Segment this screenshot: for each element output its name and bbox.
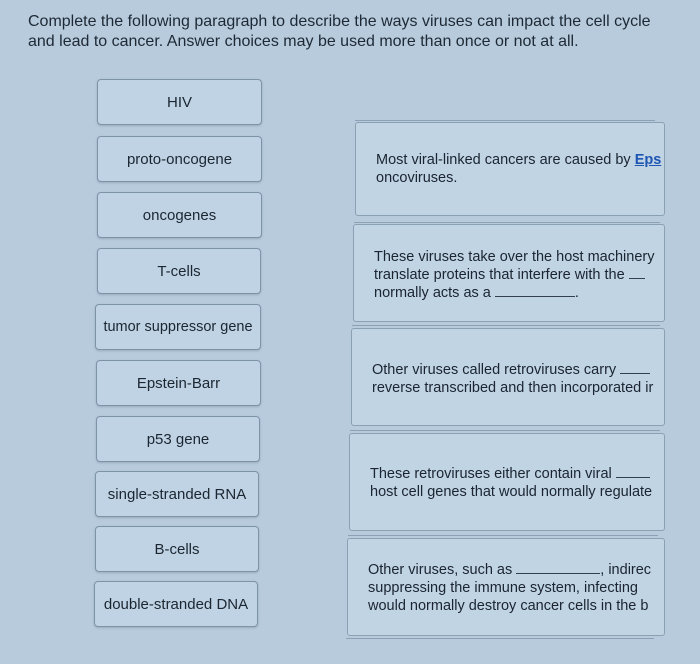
blank-slot[interactable] — [620, 361, 650, 374]
target-2-line-2: translate proteins that interfere with the — [374, 266, 664, 284]
choice-tumor-suppressor-gene[interactable]: tumor suppressor gene — [95, 304, 261, 350]
choice-epstein-barr[interactable]: Epstein-Barr — [96, 360, 261, 406]
choice-hiv[interactable]: HIV — [97, 79, 262, 125]
drop-target-3[interactable] — [351, 328, 665, 426]
choice-t-cells[interactable]: T-cells — [97, 248, 261, 294]
target-5-line-2: suppressing the immune system, infecting — [368, 580, 638, 596]
divider — [348, 535, 658, 536]
choice-oncogenes[interactable]: oncogenes — [97, 192, 262, 238]
drop-target-2[interactable] — [353, 224, 665, 322]
divider — [346, 638, 654, 639]
target-1-line-1: Most viral-linked cancers are caused by Eps — [376, 152, 662, 168]
target-4-line-1: These retroviruses either contain viral — [370, 465, 664, 483]
target-5-line-3: would normally destroy cancer cells in the b — [368, 598, 649, 614]
choice-double-stranded-dna[interactable]: double-stranded DNA — [94, 581, 258, 627]
blank-slot[interactable] — [516, 561, 600, 574]
target-2-line-1: These viruses take over the host machinery — [374, 249, 655, 265]
choice-p53-gene[interactable]: p53 gene — [96, 416, 260, 462]
target-5-line-1: Other viruses, such as , indirec — [368, 562, 652, 578]
blank-slot[interactable] — [629, 266, 645, 279]
choice-b-cells[interactable]: B-cells — [95, 526, 259, 572]
divider — [355, 120, 655, 121]
question-instructions: Complete the following paragraph to describe the ways viruses can impact the cell cycle and lead to cancer. Answer choices may be used more than once or not at all. — [28, 13, 651, 50]
divider — [354, 222, 660, 223]
target-3-line-2: reverse transcribed and then incorporated ir — [372, 380, 654, 396]
choice-single-stranded-rna[interactable]: single-stranded RNA — [95, 471, 259, 517]
target-4-line-2: host cell genes that would normally regulate — [370, 484, 653, 500]
target-3-line-1: Other viruses called retroviruses carry — [372, 361, 664, 379]
drop-target-5[interactable] — [347, 538, 665, 636]
choice-proto-oncogene[interactable]: proto-oncogene — [97, 136, 262, 182]
blank-slot[interactable] — [616, 465, 650, 478]
drop-target-1[interactable] — [355, 122, 665, 216]
drop-target-4[interactable] — [349, 433, 665, 531]
divider — [352, 325, 660, 326]
filled-answer-link[interactable]: Eps — [634, 152, 662, 168]
target-1-line-2: oncoviruses. — [376, 170, 458, 186]
divider — [350, 430, 660, 431]
target-2-line-3: normally acts as a . — [374, 285, 579, 301]
blank-slot[interactable] — [495, 284, 575, 297]
